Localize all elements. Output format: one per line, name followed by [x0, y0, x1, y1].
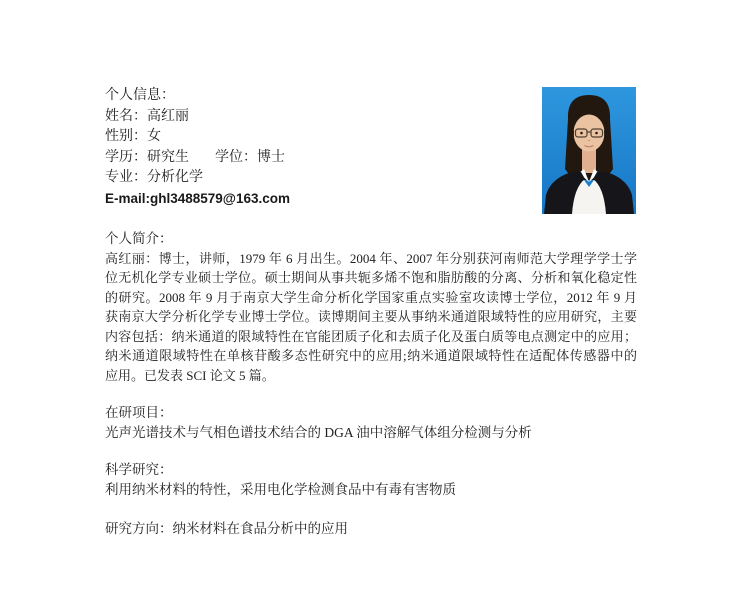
scientific-research-section — [105, 460, 637, 499]
current-projects-section — [105, 403, 637, 442]
biography-line: 高红丽：博士，讲师，1979 年 6 月出生。2004 年、2007 年分别获河南师范大学理学学士学 — [105, 250, 637, 266]
personal-info-title: 个人信息： — [105, 88, 175, 103]
biography-title: 个人简介： — [105, 231, 173, 246]
biography-line: 纳米通道限域特性在单核苷酸多态性研究中的应用;纳米通道限域特性在适配体传感器中的 — [105, 348, 637, 363]
major-value: 分析化学 — [147, 170, 203, 185]
gender-label: 性别： — [105, 129, 147, 144]
research-direction-text: 研究方向：纳米材料在食品分析中的应用 — [105, 521, 348, 536]
degree-value: 博士 — [257, 149, 285, 165]
research-direction-section — [105, 519, 637, 539]
degree-label: 学位： — [215, 149, 257, 165]
portrait-photo — [542, 87, 636, 214]
education-label: 学历： — [105, 149, 147, 165]
education-value: 研究生 — [147, 149, 189, 165]
email-text: E-mail:ghl3488579@163.com — [105, 190, 291, 206]
biography-section — [105, 229, 637, 385]
major-label: 专业： — [105, 170, 147, 185]
biography-line: 内容包括：纳米通道的限域特性在官能团质子化和去质子化及蛋白质等电点测定中的应用； — [105, 328, 637, 344]
scientific-research-content: 利用纳米材料的特性，采用电化学检测食品中有毒有害物质 — [105, 481, 456, 497]
current-projects-content: 光声光谱技术与气相色谱技术结合的 DGA 油中溶解气体组分检测与分析 — [105, 424, 532, 440]
portrait-photo-image — [542, 87, 636, 214]
biography-line: 的研究。2008 年 9 月于南京大学生命分析化学国家重点实验室攻读博士学位，2012 年 9 月 — [105, 289, 637, 305]
biography-line: 获南京大学分析化学专业博士学位。读博期间主要从事纳米通道限域特性的应用研究，主要 — [105, 309, 637, 324]
biography-line: 应用。已发表 SCI 论文 5 篇。 — [105, 367, 275, 383]
name-label: 姓名： — [105, 108, 147, 124]
biography-line: 位无机化学专业硕士学位。硕士期间从事共轭多烯不饱和脂肪酸的分离、分析和氧化稳定性 — [105, 270, 637, 285]
current-projects-title: 在研项目： — [105, 405, 173, 420]
name-value: 高红丽 — [147, 108, 189, 124]
scientific-research-title: 科学研究： — [105, 462, 173, 477]
gender-value: 女 — [147, 129, 161, 144]
